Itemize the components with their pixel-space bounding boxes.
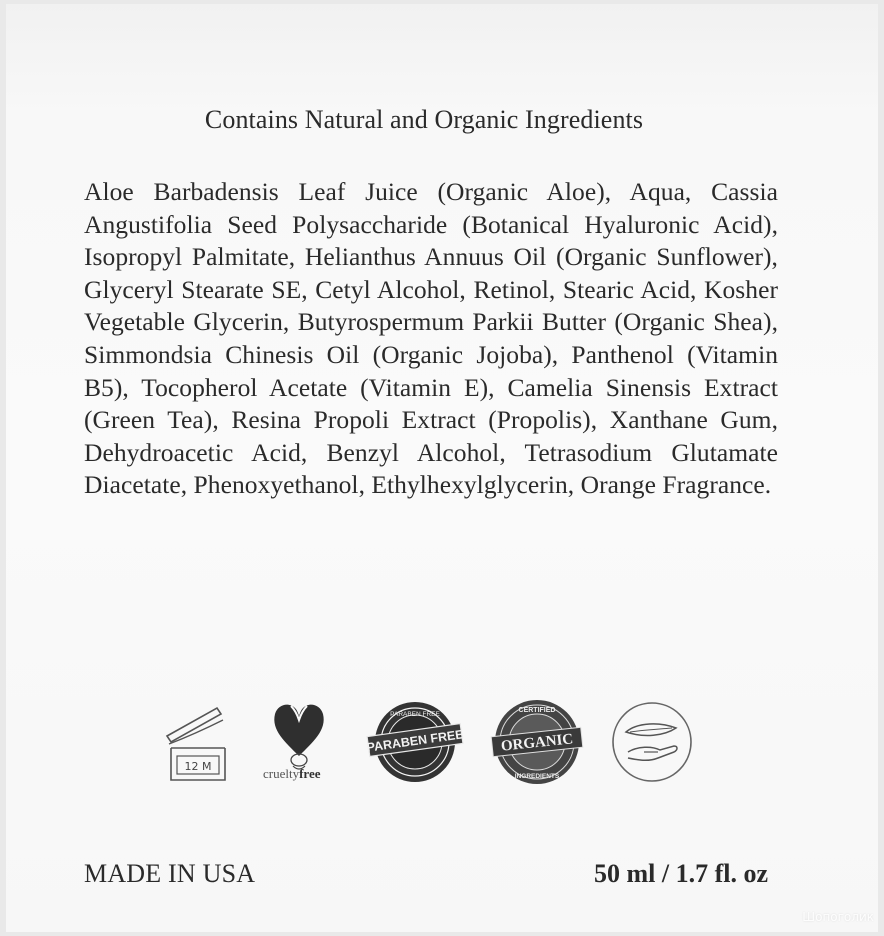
- certification-icons-row: [6, 696, 878, 796]
- watermark: Шопоголик: [802, 910, 874, 924]
- aloe-leaf-hand-icon: [608, 696, 696, 792]
- cruelty-label: cruelty: [263, 766, 300, 781]
- organic-ring-top: CERTIFIED: [518, 707, 556, 714]
- organic-ring-bottom: INGREDIENTS: [514, 773, 560, 780]
- period-after-opening-icon: [159, 696, 233, 792]
- paraben-free-label: PARABEN FREE: [366, 727, 464, 755]
- certified-organic-seal-icon: [490, 696, 584, 792]
- pao-label: 12 M: [184, 760, 212, 773]
- ingredients-panel: [6, 4, 878, 932]
- volume-label: 50 ml / 1.7 fl. oz: [593, 859, 768, 888]
- paraben-free-seal-icon: [366, 696, 464, 792]
- organic-label: ORGANIC: [500, 731, 574, 755]
- section-heading: Contains Natural and Organic Ingredients: [204, 105, 644, 134]
- made-in-label: MADE IN USA: [84, 859, 256, 888]
- free-label: free: [299, 766, 321, 781]
- svg-text:crueltyfree: [263, 766, 321, 781]
- cruelty-free-icon: [255, 696, 343, 792]
- paraben-ring-text: PARABEN FREE: [390, 711, 440, 718]
- ingredients-list: Aloe Barbadensis Leaf Juice (Organic Aloe), Aqua, Cassia Angustifolia Seed Polysaccharide (Botanical Hyaluronic Acid), Isopropyl Palmitate, Helianthus Annuus Oil (Organic Sunflower), Glyceryl Stearate SE, Cetyl Alcohol, Retinol, Stearic Acid, Kosher Vegetable Glycerin, Butyrospermum Parkii Butter (Organic Shea), Simmondsia Chinesis Oil (Organic Jojoba), Panthenol (Vitamin B5), Tocopherol Acetate (Vitamin E), Camelia Sinensis Extract (Green Tea), Resina Propoli Extract (Propolis), Xanthane Gum, Dehydroacetic Acid, Benzyl Alcohol, Tetrasodium Glutamate Diacetate, Phenoxyethanol, Ethylhexylglycerin, Orange Fragrance.: [84, 177, 778, 500]
